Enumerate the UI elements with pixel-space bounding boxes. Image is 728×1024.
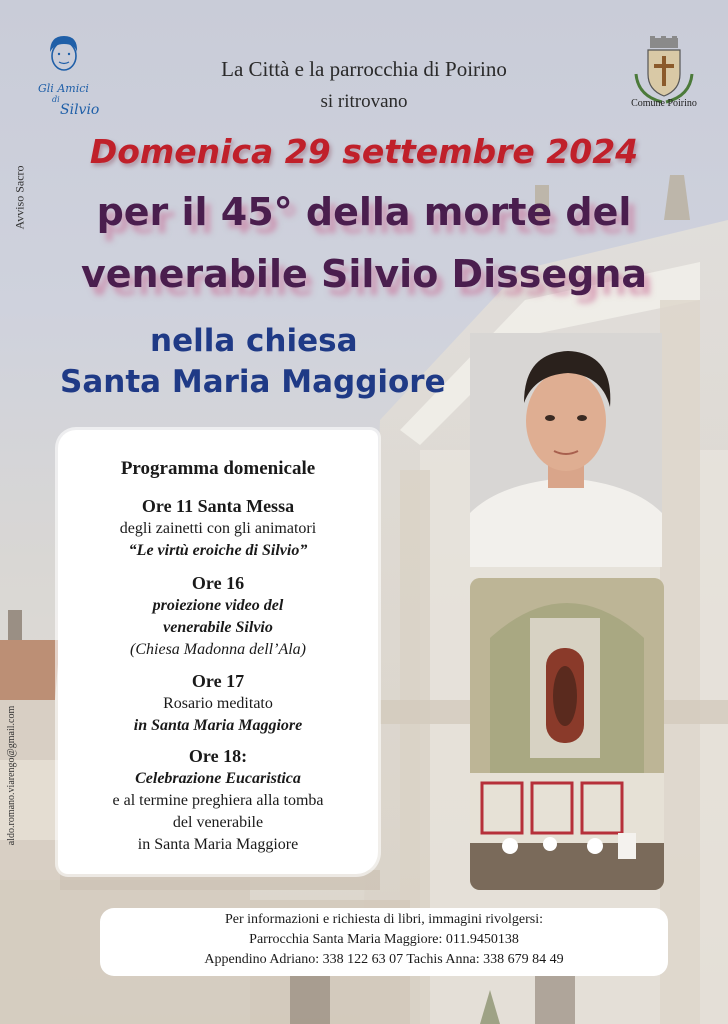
program-heading: Programma domenicale — [120, 458, 316, 479]
church-line-1: nella chiesa — [150, 323, 358, 359]
svg-text:di: di — [52, 95, 60, 104]
event-1-line-1: degli zainetti con gli animatori — [119, 520, 317, 537]
event-date: Domenica 29 settembre 2024 — [89, 132, 639, 171]
event-4-time: Ore 18: — [188, 746, 248, 766]
avviso-sacro-label: Avviso Sacro — [12, 165, 27, 230]
church-line-2: Santa Maria Maggiore — [60, 364, 446, 400]
event-1-time: Ore 11 Santa Messa — [141, 496, 295, 516]
event-1-line-2: “Le virtù eroiche di Silvio” — [128, 542, 308, 559]
title-line-1: per il 45° della morte del — [96, 190, 632, 234]
info-footer — [100, 908, 668, 976]
event-4-line-1: Celebrazione Eucaristica — [135, 770, 301, 787]
event-3-time: Ore 17 — [191, 671, 245, 691]
event-2-line-3: (Chiesa Madonna dell’Ala) — [130, 641, 306, 658]
event-2-line-1: proiezione video del — [152, 597, 284, 614]
header-line-1: La Città e la parrocchia di Poirino — [221, 57, 507, 81]
event-4-line-2: e al termine preghiera alla tomba — [112, 792, 324, 809]
silvio-portrait-photo — [470, 333, 662, 567]
chapel-altar-photo — [470, 578, 664, 890]
program-box — [58, 430, 378, 874]
footer-line-3: Appendino Adriano: 338 122 63 07 Tachis Anna: 338 679 84 49 — [204, 952, 564, 967]
contact-email-label: aldo.romano.viarengo@gmail.com — [6, 705, 18, 846]
footer-line-2: Parrocchia Santa Maria Maggiore: 011.9450138 — [249, 932, 519, 947]
event-3-line-1: Rosario meditato — [163, 695, 273, 712]
svg-text:Gli Amici: Gli Amici — [38, 82, 89, 95]
event-4-line-3: del venerabile — [172, 814, 264, 831]
svg-text:Silvio: Silvio — [60, 102, 100, 118]
event-3-line-2: in Santa Maria Maggiore — [133, 717, 303, 734]
event-2-line-2: venerabile Silvio — [163, 619, 273, 636]
footer-line-1: Per informazioni e richiesta di libri, immagini rivolgersi: — [224, 912, 544, 927]
event-2-time: Ore 16 — [191, 573, 245, 593]
title-line-2: venerabile Silvio Dissegna — [80, 252, 648, 296]
event-4-line-4: in Santa Maria Maggiore — [137, 836, 299, 853]
comune-label: Comune Poirino — [631, 98, 697, 109]
header-line-2: si ritrovano — [320, 91, 408, 112]
